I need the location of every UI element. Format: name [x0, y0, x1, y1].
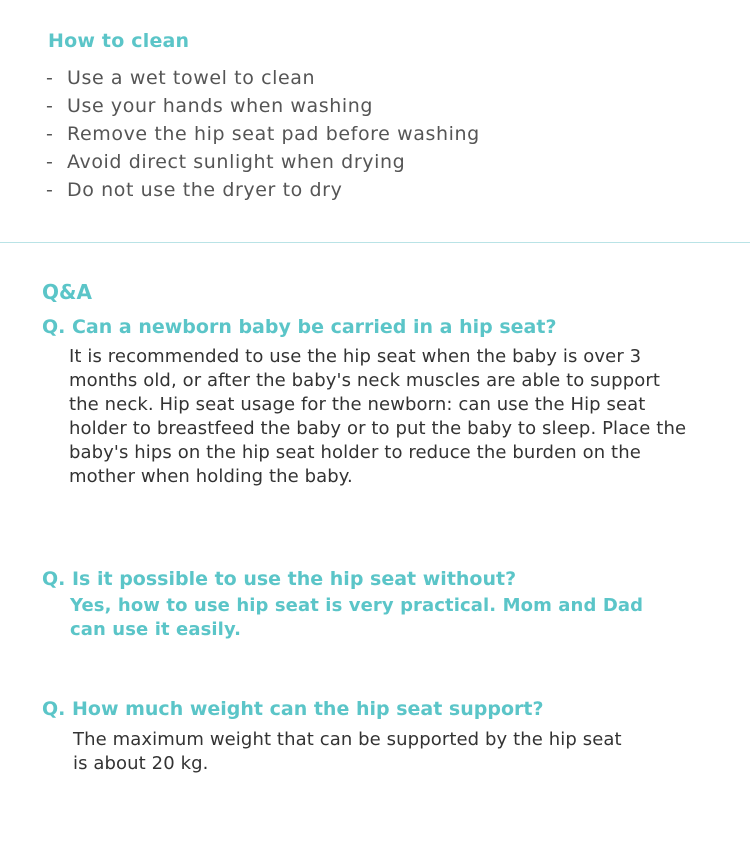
- qa-title: Q&A: [42, 280, 92, 304]
- list-bullet: -: [46, 67, 54, 89]
- cleaning-item-text: Do not use the dryer to dry: [67, 179, 343, 201]
- question-3: Q. How much weight can the hip seat support?: [42, 698, 544, 720]
- list-item: [46, 148, 480, 176]
- cleaning-item-text: Avoid direct sunlight when drying: [67, 151, 406, 173]
- list-bullet: -: [46, 95, 54, 117]
- answer-3: The maximum weight that can be supported by the hip seat is about 20 kg.: [73, 729, 622, 774]
- list-bullet: -: [46, 179, 54, 201]
- answer-2: Yes, how to use hip seat is very practical. Mom and Dad can use it easily.: [70, 595, 644, 640]
- question-2: Q. Is it possible to use the hip seat without?: [42, 568, 517, 590]
- cleaning-item-text: Use your hands when washing: [67, 95, 374, 117]
- cleaning-title: How to clean: [48, 30, 190, 52]
- list-bullet: -: [46, 151, 54, 173]
- list-item: [46, 176, 480, 204]
- cleaning-item-text: Use a wet towel to clean: [67, 67, 316, 89]
- question-1: Q. Can a newborn baby be carried in a hip seat?: [42, 316, 557, 338]
- list-item: [46, 92, 480, 120]
- answer-1: It is recommended to use the hip seat when the baby is over 3 months old, or after the baby's neck muscles are able to support the neck. Hip seat usage for the newborn: can use the Hip seat holder to breastfeed the baby or to put the baby to sleep. Place the baby's hips on the hip seat holder to reduce the burden on the mother when holding the baby.: [69, 346, 687, 487]
- list-item: [46, 64, 480, 92]
- cleaning-list: [46, 64, 480, 204]
- list-item: [46, 120, 480, 148]
- list-bullet: -: [46, 123, 54, 145]
- cleaning-item-text: Remove the hip seat pad before washing: [67, 123, 480, 145]
- section-divider: [0, 242, 750, 243]
